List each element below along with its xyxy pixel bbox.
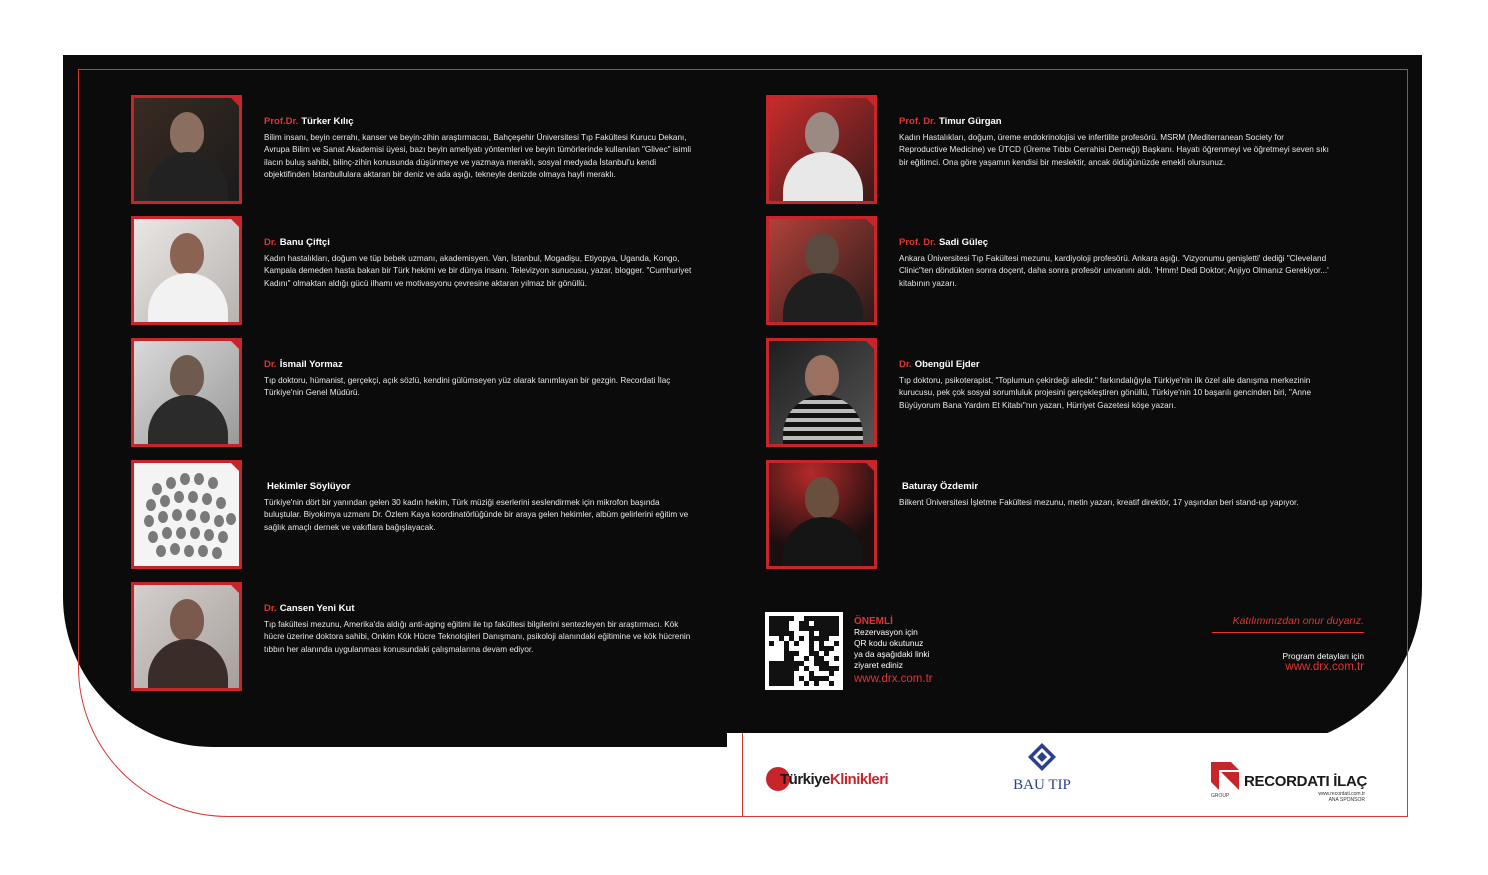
recordati-text: RECORDATI İLAÇ bbox=[1244, 773, 1368, 790]
logo-text-part2: Klinikleri bbox=[829, 771, 889, 788]
qr-code[interactable] bbox=[765, 612, 843, 690]
bau-tip-logo bbox=[1010, 742, 1074, 798]
speaker-name: Dr. İsmail Yormaz bbox=[264, 359, 343, 370]
speaker-photo bbox=[131, 216, 242, 325]
speaker-name: Prof.Dr. Türker Kılıç bbox=[264, 116, 354, 127]
speaker-bio: Bilim insanı, beyin cerrahı, kanser ve beyin-zihin araştırmacısı, Bahçeşehir Üniversitesi Tıp Fakültesi Kurucu Dekanı, Avrupa Bilim ve Sanat Akademisi üyesi, bazı beyin ameliyatı yöntemleri ve beyin tümörlerinde kullanılan "Glivec" isimli ilacın buluş sahibi, bilinç-zihin konusunda düşünmeye ve yazmaya meraklı, sosyal medyada İstanbul'u kendi objektifinden İstanbullulara aktaran bir deniz ve ada aşığı, tekneyle denizde olmaya hayli meraklı. bbox=[264, 133, 692, 180]
speaker-photo bbox=[131, 582, 242, 691]
program-label: Program detayları için bbox=[1282, 651, 1364, 661]
doctors-collage bbox=[131, 460, 242, 569]
speaker-name: Dr. Cansen Yeni Kut bbox=[264, 603, 355, 614]
speaker-photo bbox=[766, 338, 877, 447]
recordati-role: ANA SPONSOR bbox=[1328, 797, 1365, 803]
bau-tip-text: BAU TIP bbox=[1013, 777, 1071, 793]
bau-mark-icon bbox=[1027, 742, 1057, 772]
speaker-bio: Tıp doktoru, psikoterapist, "Toplumun çekirdeği ailedir." farkındalığıyla Türkiye'nin ilk özel aile danışma merkezinin kurucusu, pek çok sosyal sorumluluk projesini gerçekleştiren gönüllü, Türkiye'nin 10 başarılı gencinden biri, "Anne Büyüyorum Bana Yardım Et Kitabı"nın yazarı, Hürriyet Gazetesi köşe yazarı. bbox=[899, 376, 1312, 410]
recordati-site: www.recordati.com.tr bbox=[1318, 791, 1365, 797]
speaker-photo bbox=[131, 95, 242, 204]
speaker-bio: Türkiye'nin dört bir yanından gelen 30 kadın hekim, Türk müziği eserlerini seslendirmek için mikrofon başında buluştular. Biyokimya uzmanı Dr. Özlem Kaya koordinatörlüğünde bir araya gelen hekimler, albüm gelirlerini eğitim ve sağlık amaçlı dernek ve vakıflara bağışlayacak. bbox=[264, 498, 689, 532]
program-link[interactable]: www.drx.com.tr bbox=[1285, 661, 1364, 673]
speaker-name: Hekimler Söylüyor bbox=[267, 481, 351, 492]
recordati-logo bbox=[1211, 762, 1371, 804]
speaker-name: Dr. Banu Çiftçi bbox=[264, 237, 330, 248]
speaker-bio: Kadın hastalıkları, doğum ve tüp bebek uzmanı, akademisyen. Van, İstanbul, Mogadişu, Etiyopya, Uganda, Kongo, Kampala demeden hasta bakan bir Türk hekimi ve bir dünya insanı. Televizyon sunucusu, yazar, blogger. "Cumhuriyet Kadını" olmaktan aldığı gücü ilhamı ve motivasyonu çevresine aktaran yılmaz bir gönüllü. bbox=[264, 254, 692, 288]
recordati-group: GROUP bbox=[1211, 793, 1230, 799]
logo-text-part1: Türkiye bbox=[780, 771, 830, 788]
speaker-name: Baturay Özdemir bbox=[902, 481, 979, 492]
speaker-bio: Ankara Üniversitesi Tıp Fakültesi mezunu, kardiyoloji profesörü. Ankara aşığı. 'Vizyonumu genişletti' dediği "Cleveland Clinic"ten döndükten sonra doçent, daha sonra profesör unvanını aldı. 'Hmm! Dedi Doktor; Anjiyo Olmanız Gerekiyor...' kitabının yazarı. bbox=[899, 254, 1329, 288]
speaker-bio: Bilkent Üniversitesi İşletme Fakültesi mezunu, metin yazarı, kreatif direktör, 17 yaşından beri stand-up yapıyor. bbox=[899, 498, 1299, 507]
speaker-bio: Tıp doktoru, hümanist, gerçekçi, açık sözlü, kendini gülümseyen yüz olarak tanımlayan bir gezgin. Recordati İlaç Türkiye'nin Genel Müdürü. bbox=[264, 376, 671, 398]
speaker-name: Prof. Dr. Timur Gürgan bbox=[899, 116, 1002, 127]
honor-text: Katılımınızdan onur duyarız. bbox=[1212, 615, 1364, 633]
program-block bbox=[1200, 651, 1364, 673]
notice-block bbox=[854, 616, 974, 685]
recordati-mark-icon bbox=[1211, 762, 1239, 790]
notice-line: ziyaret ediniz bbox=[854, 660, 903, 670]
speaker-photo bbox=[766, 460, 877, 569]
recordati-sub bbox=[1318, 791, 1365, 803]
speaker-name: Dr. Obengül Ejder bbox=[899, 359, 980, 370]
speaker-bio: Kadın Hastalıkları, doğum, üreme endokrinolojisi ve infertilite profesörü. MSRM (Mediterranean Society for Reproductive Medicine) ve ÜTCD (Üreme Tıbbı Cerrahisi Derneği) Başkanı. Hayatı öğrenmeyi ve öğretmeyi seven sıkı bir eğitimci. Ona göre yaşamın kendisi bir meslektir, ancak öldüğünüzde emekli olursunuz. bbox=[899, 133, 1329, 167]
notice-heading: ÖNEMLİ bbox=[854, 616, 893, 627]
speaker-photo bbox=[131, 338, 242, 447]
speaker-name: Prof. Dr. Sadi Güleç bbox=[899, 237, 989, 248]
notice-link[interactable]: www.drx.com.tr bbox=[854, 673, 933, 685]
turkiye-klinikleri-logo bbox=[766, 765, 906, 795]
speaker-photo bbox=[766, 216, 877, 325]
notice-line: QR kodu okutunuz bbox=[854, 638, 924, 648]
speaker-photo bbox=[766, 95, 877, 204]
notice-line: ya da aşağıdaki linki bbox=[854, 649, 930, 659]
speaker-bio: Tıp fakültesi mezunu, Amerika'da aldığı anti-aging eğitimi ile tıp fakültesi bilgilerini sentezleyen bir araştırmacı. Kök hücre üzerine doktora sahibi, Onkim Kök Hücre Teknolojileri Danışmanı, psikoloji alanındaki eğitimine ve kök hücrenin tıbbın her alanında uygulanması konusundaki çalışmalarına devam ediyor. bbox=[264, 620, 691, 654]
notice-line: Rezervasyon için bbox=[854, 627, 918, 637]
